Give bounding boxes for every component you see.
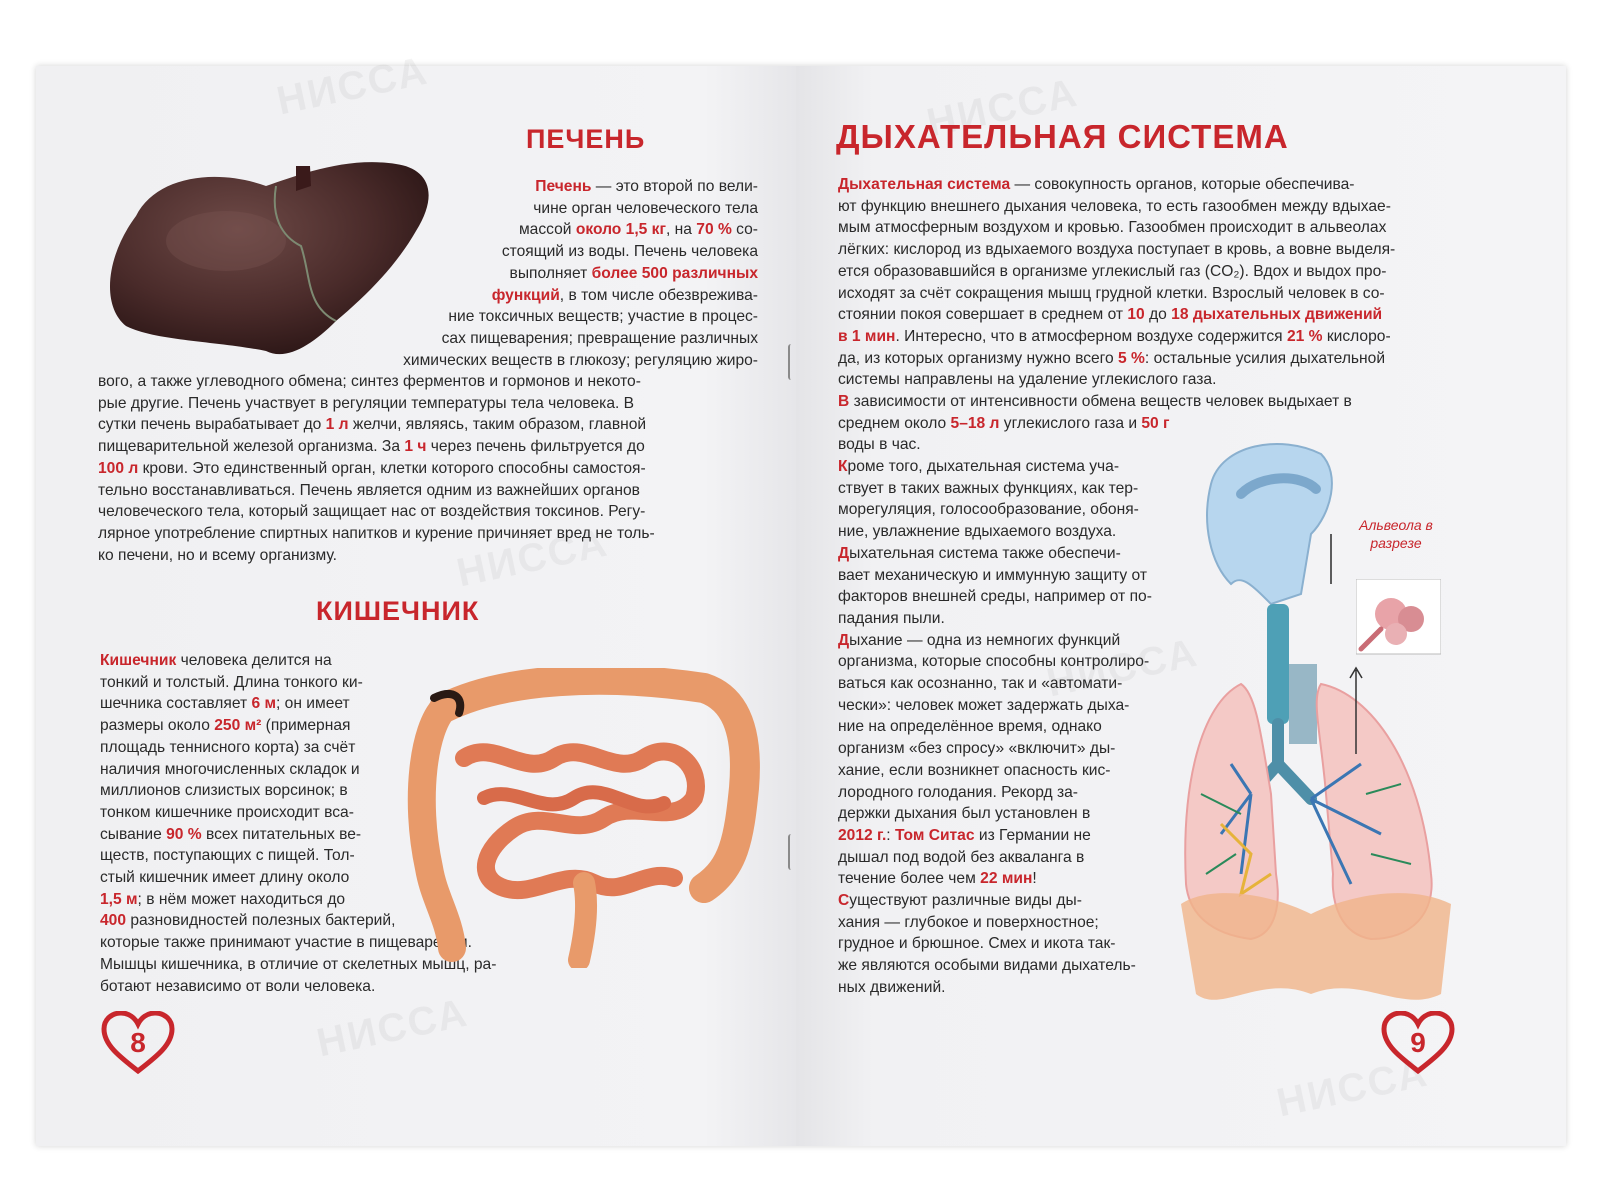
text-run: чине орган человеческого тела <box>533 199 758 217</box>
text-run: сывание <box>100 825 167 843</box>
text-line <box>838 955 1216 977</box>
text-run: выполняет <box>509 264 592 282</box>
text-run: организм «без спросу» «включит» ды- <box>838 740 1116 758</box>
text-run: размеры около <box>100 717 215 735</box>
text-run: воды в час. <box>838 436 921 454</box>
text-line <box>838 803 1216 825</box>
text-run: площадь теннисного корта) за счёт <box>100 738 356 756</box>
text-line <box>98 523 758 545</box>
text-line <box>838 716 1216 738</box>
text-run: ствует в таких важных функциях, как тер- <box>838 479 1139 497</box>
text-run: массой <box>518 221 576 239</box>
text-run: организма, которые способны контролиро- <box>838 653 1150 671</box>
highlight-text: 21 % <box>1286 327 1323 345</box>
text-run: всех питательных ве- <box>201 825 362 843</box>
text-run: вает механическую и иммунную защиту от <box>838 566 1147 584</box>
liver-text-cont <box>98 371 758 566</box>
highlight-text: Д <box>838 631 850 649</box>
text-line <box>306 263 758 285</box>
text-run: сутки печень вырабатывает до <box>98 416 326 434</box>
text-line <box>838 673 1216 695</box>
highlight-text: 10 <box>1127 306 1145 324</box>
text-line <box>98 414 758 436</box>
text-run: лярное употребление спиртных напитков и курение причиняет вред не толь- <box>98 524 655 542</box>
highlight-text: С <box>838 892 850 910</box>
text-run: миллионов слизистых ворсинок; в <box>100 782 348 800</box>
text-run: ; в нём может находиться до <box>137 890 346 908</box>
highlight-text: 400 <box>100 912 127 930</box>
text-run: из Германии не <box>974 826 1091 844</box>
text-line <box>838 890 1216 912</box>
text-run: ных движений. <box>838 978 946 996</box>
text-line <box>98 436 758 458</box>
text-run: рые другие. Печень участвует в регуляции температуры тела человека. В <box>98 394 635 412</box>
highlight-text: функций <box>491 286 560 304</box>
text-run: ние на определённое время, однако <box>838 718 1102 736</box>
text-line <box>838 912 1216 934</box>
text-line <box>838 521 1216 543</box>
text-line <box>306 328 758 350</box>
text-run: хание, если возникнет опасность кис- <box>838 761 1111 779</box>
text-line <box>98 501 758 523</box>
respiratory-title: ДЫХАТЕЛЬНАЯ СИСТЕМА <box>836 118 1289 155</box>
text-line <box>306 306 758 328</box>
watermark <box>273 49 432 125</box>
highlight-text: 22 мин <box>980 870 1033 888</box>
text-run: держки дыхания был установлен в <box>838 805 1091 823</box>
text-line <box>838 847 1216 869</box>
text-run: сах пищеварения; превращение различных <box>441 329 758 347</box>
text-run: ; он имеет <box>276 695 350 713</box>
highlight-text: 5–18 л <box>950 414 1000 432</box>
text-run: ваться как осознанно, так и «автомати- <box>838 675 1123 693</box>
text-run: да, из которых организму нужно всего <box>838 349 1119 367</box>
text-line <box>838 196 1466 218</box>
text-run: разновидностей полезных бактерий, <box>126 912 396 930</box>
respiratory-text <box>838 174 1466 456</box>
page-number: 9 <box>1410 1027 1426 1058</box>
text-run: наличия многочисленных складок и <box>100 760 360 778</box>
text-run: через печень фильтруется до <box>426 438 645 456</box>
text-line <box>100 976 620 998</box>
text-line <box>838 239 1466 261</box>
text-line <box>838 825 1216 847</box>
text-run: же являются особыми видами дыхатель- <box>838 957 1136 975</box>
text-line <box>306 285 758 307</box>
text-run: морегуляция, голосообразование, обоня- <box>838 501 1139 519</box>
text-line <box>306 241 758 263</box>
text-line <box>838 565 1216 587</box>
highlight-text: Кишечник <box>100 652 177 669</box>
text-run: человека делится на <box>176 652 332 669</box>
text-line <box>838 413 1466 435</box>
page-number: 8 <box>130 1027 146 1058</box>
text-line <box>838 977 1216 999</box>
text-run: ко печени, но и всему организму. <box>98 546 337 564</box>
text-line <box>838 261 1466 283</box>
highlight-text: 6 м <box>251 695 277 713</box>
text-run: Мышцы кишечника, в отличие от скелетных мышц, ра- <box>100 955 497 973</box>
text-run: стый кишечник имеет длину около <box>100 869 350 887</box>
text-line <box>838 174 1466 196</box>
text-run: течение более чем <box>838 870 981 888</box>
text-run: — совокупность органов, которые обеспечива- <box>1010 176 1355 193</box>
text-run: исходят за счёт сокращения мышц грудной клетки. Взрослый человек в со- <box>838 284 1385 302</box>
text-line <box>838 782 1216 804</box>
respiratory-text-cont <box>838 456 1216 999</box>
text-run: углекислого газа и <box>999 414 1142 432</box>
text-line <box>306 176 758 198</box>
text-line <box>838 760 1216 782</box>
text-line <box>838 391 1466 413</box>
highlight-text: 1,5 м <box>100 890 138 908</box>
text-run: стоящий из воды. Печень человека <box>501 243 758 261</box>
text-line <box>838 217 1466 239</box>
text-run: ществ, поступающих с пищей. Тол- <box>100 847 355 865</box>
text-run: ыхание — одна из немногих функций <box>849 631 1121 649</box>
text-line <box>838 456 1216 478</box>
page-number-badge <box>100 1011 176 1075</box>
text-line <box>838 283 1466 305</box>
text-run: мым атмосферным воздухом и кровью. Газообмен происходит в альвеолах <box>838 219 1387 237</box>
text-run: ют функцию внешнего дыхания человека, то есть газообмен между вдыхае- <box>838 197 1391 215</box>
text-run: хания — глубокое и поверхностное; <box>838 913 1099 931</box>
highlight-text: В <box>838 393 850 411</box>
text-run: химических веществ в глюкозу; регуляцию жиро- <box>403 351 758 369</box>
text-line <box>98 393 758 415</box>
pointer-arrow <box>1346 664 1366 754</box>
left-page <box>36 66 796 1146</box>
highlight-text: 1 л <box>325 416 349 434</box>
highlight-text: Печень <box>535 178 592 195</box>
highlight-text: К <box>838 458 848 475</box>
highlight-text: в 1 мин <box>838 327 896 345</box>
text-line <box>838 586 1216 608</box>
highlight-text: 100 л <box>98 459 139 477</box>
text-line <box>838 695 1216 717</box>
text-line <box>838 933 1216 955</box>
text-run: ние, увлажнение вдыхаемого воздуха. <box>838 523 1117 541</box>
text-run: ! <box>1032 870 1037 888</box>
highlight-text: Дыхательная система <box>838 176 1011 193</box>
staple <box>788 344 795 380</box>
highlight-text: 2012 г. <box>838 826 887 844</box>
highlight-text: 50 г <box>1141 414 1170 432</box>
text-run: стоянии покоя совершает в среднем от <box>838 306 1128 324</box>
text-run: желчи, являясь, таким образом, главной <box>348 416 647 434</box>
highlight-text: 70 % <box>696 221 732 239</box>
highlight-text: 250 м² <box>214 717 262 735</box>
intestine-title: КИШЕЧНИК <box>316 596 480 626</box>
text-line <box>838 630 1216 652</box>
text-line <box>838 608 1216 630</box>
text-run: тонком кишечнике происходит вса- <box>100 803 354 821</box>
text-run: ыхательная система также обеспечи- <box>849 544 1121 562</box>
text-run: роме того, дыхательная система уча- <box>847 458 1120 475</box>
text-line <box>838 348 1466 370</box>
text-run: человеческого тела, который защищает нас от воздействия токсинов. Регу- <box>98 503 646 521</box>
right-page <box>796 66 1566 1146</box>
text-run: вого, а также углеводного обмена; синтез ферментов и гормонов и некото- <box>98 373 641 390</box>
text-line <box>838 738 1216 760</box>
text-run: : остальные усилия дыхательной <box>1144 349 1386 367</box>
alveolus-illustration <box>1356 579 1441 674</box>
text-line <box>98 458 758 480</box>
liver-title: ПЕЧЕНЬ <box>526 124 646 154</box>
text-line <box>98 545 758 567</box>
text-line <box>838 499 1216 521</box>
text-run: до <box>1144 306 1172 324</box>
text-run: — это второй по вели- <box>591 178 758 195</box>
text-line <box>98 371 758 393</box>
text-run: лородного голодания. Рекорд за- <box>838 783 1078 801</box>
text-run: ние токсичных веществ; участие в процес- <box>448 308 758 326</box>
text-run: пищеварительной железой организма. За <box>98 438 405 456</box>
text-line <box>838 478 1216 500</box>
text-run: тонкий и толстый. Длина тонкого ки- <box>100 673 363 691</box>
text-run: дышал под водой без акваланга в <box>838 848 1085 866</box>
intestine-illustration <box>404 668 764 968</box>
text-run: которые также принимают участие в пищеварении. <box>100 934 472 952</box>
text-run: лёгких: кислород из вдыхаемого воздуха поступает в кровь, а вовне выделя- <box>838 241 1396 259</box>
text-run: (примерная <box>261 717 351 735</box>
watermark <box>313 991 472 1067</box>
text-run: со- <box>731 221 758 239</box>
text-run: факторов внешней среды, например от по- <box>838 588 1152 606</box>
highlight-text: около 1,5 кг <box>575 221 666 239</box>
book-spread <box>36 66 1566 1146</box>
text-run: среднем около <box>838 414 951 432</box>
text-line <box>838 651 1216 673</box>
text-run: грудное и брюшное. Смех и икота так- <box>838 935 1116 953</box>
liver-text <box>306 176 758 371</box>
text-run: : <box>886 826 895 844</box>
text-line <box>838 369 1466 391</box>
highlight-text: более 500 различных <box>591 264 758 282</box>
text-line <box>306 219 758 241</box>
text-run: ботают независимо от воли человека. <box>100 977 376 995</box>
text-line <box>98 480 758 502</box>
text-run: чески»: человек может задержать дыха- <box>838 696 1130 714</box>
text-run: падания пыли. <box>838 609 945 627</box>
page-number-badge <box>1380 1011 1456 1075</box>
staple <box>788 834 795 870</box>
highlight-text: 1 ч <box>404 438 427 456</box>
text-run: зависимости от интенсивности обмена веществ человек выдыхает в <box>849 393 1352 411</box>
text-line <box>838 326 1466 348</box>
text-run: ется образовавшийся в организме углекислый газ (CO₂). Вдох и выдох про- <box>838 262 1387 280</box>
text-run: . Интересно, что в атмосферном воздухе содержится <box>895 327 1287 345</box>
text-line <box>838 868 1216 890</box>
text-run: кислоро- <box>1322 327 1391 345</box>
text-line <box>838 304 1466 326</box>
alveolus-caption: Альвеола в разрезе <box>1359 517 1433 551</box>
text-run: крови. Это единственный орган, клетки которого способны самостоя- <box>138 459 646 477</box>
highlight-text: 18 дыхательных движений <box>1171 306 1383 324</box>
highlight-text: Д <box>838 544 850 562</box>
text-line <box>306 198 758 220</box>
text-run: системы направлены на удаление углекислого газа. <box>838 371 1217 389</box>
text-run: тельно восстанавливаться. Печень является одним из важнейших органов <box>98 481 640 499</box>
text-run: шечника составляет <box>100 695 252 713</box>
text-run: , в том числе обезврежива- <box>559 286 758 304</box>
highlight-text: 5 % <box>1118 349 1145 367</box>
text-run: , на <box>665 221 697 239</box>
highlight-text: 90 % <box>166 825 202 843</box>
text-line <box>838 543 1216 565</box>
text-run: уществуют различные виды ды- <box>849 892 1082 910</box>
highlight-text: Том Ситас <box>894 826 975 844</box>
text-line <box>306 350 758 372</box>
